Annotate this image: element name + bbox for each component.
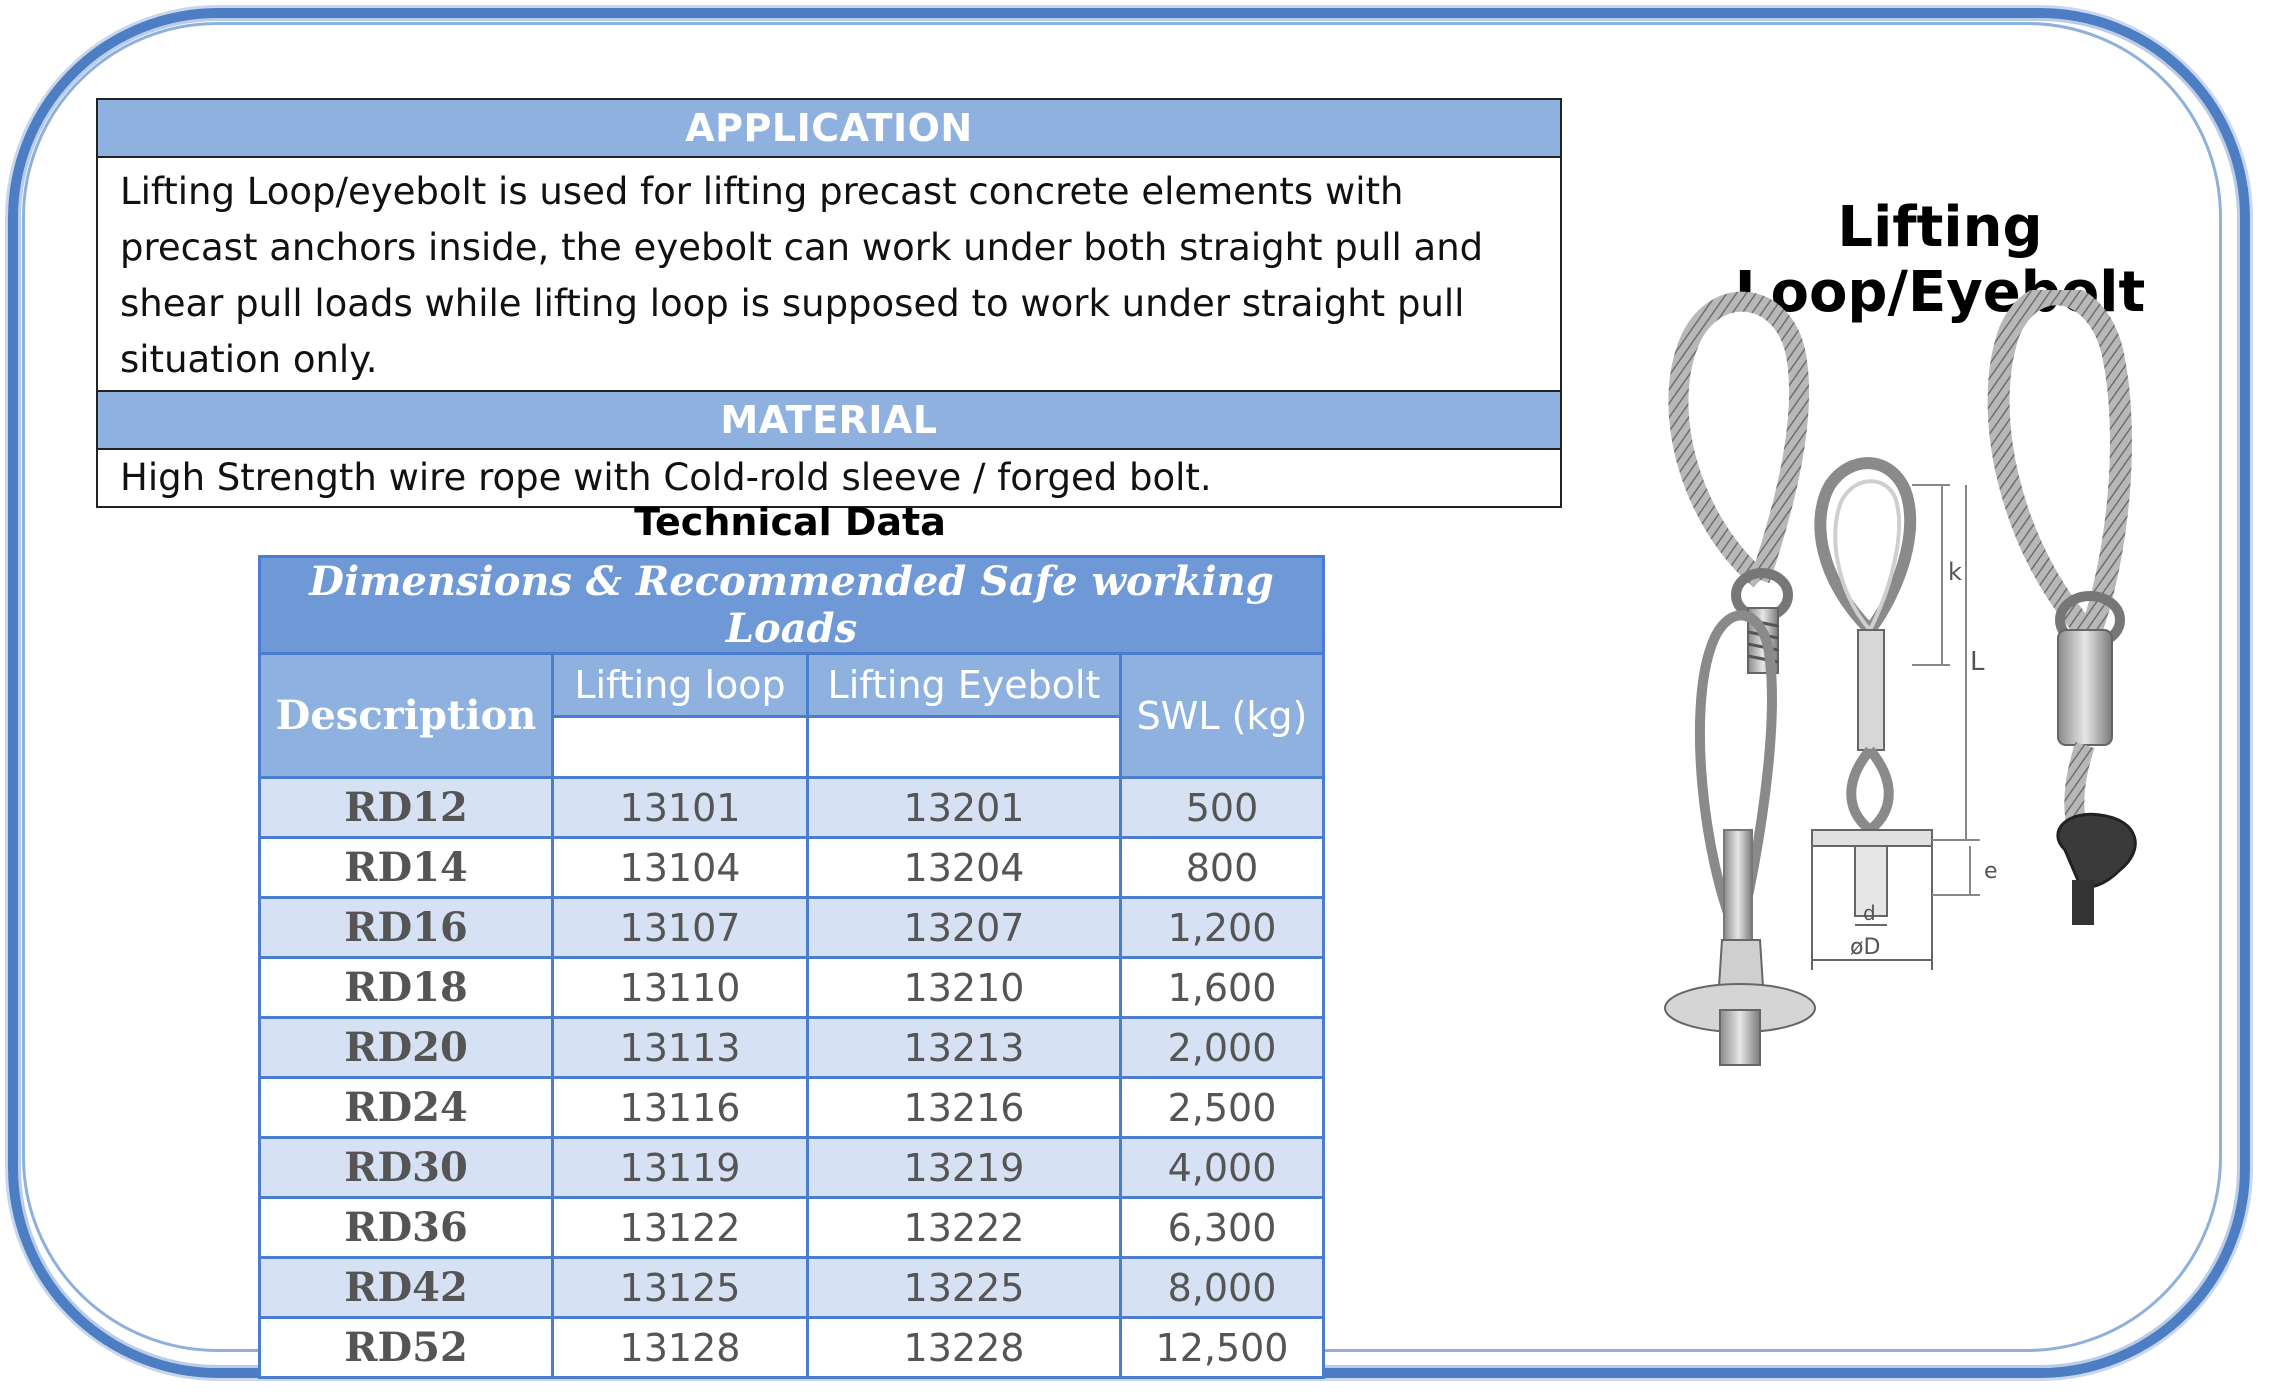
cell-lifting-loop: 13107 [553,898,808,958]
cell-lifting-loop: 13104 [553,838,808,898]
cell-lifting-loop: 13101 [553,778,808,838]
cell-lifting-loop: 13128 [553,1318,808,1378]
cell-description: RD52 [260,1318,553,1378]
cell-swl: 12,500 [1121,1318,1324,1378]
technical-data-table [258,555,1325,1379]
application-line: shear pull loads while lifting loop is supposed to work under straight pull [120,282,1465,325]
cell-lifting-eyebolt: 13216 [808,1078,1121,1138]
cell-swl: 6,300 [1121,1198,1324,1258]
table-row [260,838,1324,898]
material-heading: MATERIAL [97,391,1561,449]
cell-lifting-loop: 13125 [553,1258,808,1318]
cell-lifting-loop: 13116 [553,1078,808,1138]
cell-lifting-eyebolt: 13213 [808,1018,1121,1078]
table-row [260,1018,1324,1078]
cell-swl: 2,500 [1121,1078,1324,1138]
header-blank-cell [553,717,808,778]
cell-lifting-eyebolt: 13210 [808,958,1121,1018]
cell-description: RD18 [260,958,553,1018]
table-row [260,1318,1324,1378]
cell-swl: 8,000 [1121,1258,1324,1318]
cell-lifting-eyebolt: 13201 [808,778,1121,838]
cell-description: RD12 [260,778,553,838]
table-row [260,1078,1324,1138]
info-table [96,98,1562,508]
cell-swl: 1,200 [1121,898,1324,958]
cell-swl: 4,000 [1121,1138,1324,1198]
dimension-diagram [1812,463,1998,970]
lifting-eyebolt-icon [1999,294,2136,925]
label-D: øD [1850,935,1881,960]
table-row [260,958,1324,1018]
cell-lifting-eyebolt: 13222 [808,1198,1121,1258]
application-line: situation only. [120,338,378,381]
header-blank-cell [808,717,1121,778]
cell-lifting-loop: 13122 [553,1198,808,1258]
cell-lifting-eyebolt: 13204 [808,838,1121,898]
label-L: L [1970,647,1985,677]
table-row [260,1138,1324,1198]
table-row [260,1258,1324,1318]
table-row [260,1198,1324,1258]
header-description: Description [260,654,553,778]
cell-lifting-eyebolt: 13207 [808,898,1121,958]
label-e: e [1984,859,1998,884]
cell-lifting-eyebolt: 13219 [808,1138,1121,1198]
cell-lifting-eyebolt: 13228 [808,1318,1121,1378]
table-caption: Dimensions & Recommended Safe working Loads [260,557,1324,654]
cell-lifting-loop: 13110 [553,958,808,1018]
application-line: Lifting Loop/eyebolt is used for lifting precast concrete elements with [120,170,1404,213]
label-k: k [1948,558,1962,586]
cell-lifting-loop: 13119 [553,1138,808,1198]
cell-swl: 1,600 [1121,958,1324,1018]
table-row [260,778,1324,838]
cell-description: RD36 [260,1198,553,1258]
cell-description: RD14 [260,838,553,898]
technical-data-title: Technical Data [634,500,946,544]
cell-description: RD42 [260,1258,553,1318]
cell-swl: 500 [1121,778,1324,838]
application-line: precast anchors inside, the eyebolt can work under both straight pull and [120,226,1484,269]
cell-swl: 2,000 [1121,1018,1324,1078]
label-d: d [1863,901,1876,925]
lifting-loop-disc-icon [1665,615,1815,1065]
cell-description: RD30 [260,1138,553,1198]
cell-lifting-loop: 13113 [553,1018,808,1078]
header-lifting-eyebolt: Lifting Eyebolt [808,654,1121,717]
cell-swl: 800 [1121,838,1324,898]
table-row [260,898,1324,958]
cell-description: RD20 [260,1018,553,1078]
header-swl: SWL (kg) [1121,654,1324,778]
header-lifting-loop: Lifting loop [553,654,808,717]
application-heading: APPLICATION [97,99,1561,157]
material-text: High Strength wire rope with Cold-rold sleeve / forged bolt. [97,449,1561,507]
cell-lifting-eyebolt: 13225 [808,1258,1121,1318]
cell-description: RD24 [260,1078,553,1138]
product-title: Lifting Loop/Eyebolt [1734,195,2146,325]
cell-description: RD16 [260,898,553,958]
product-illustration [1650,290,2210,1250]
application-text [97,157,1561,391]
